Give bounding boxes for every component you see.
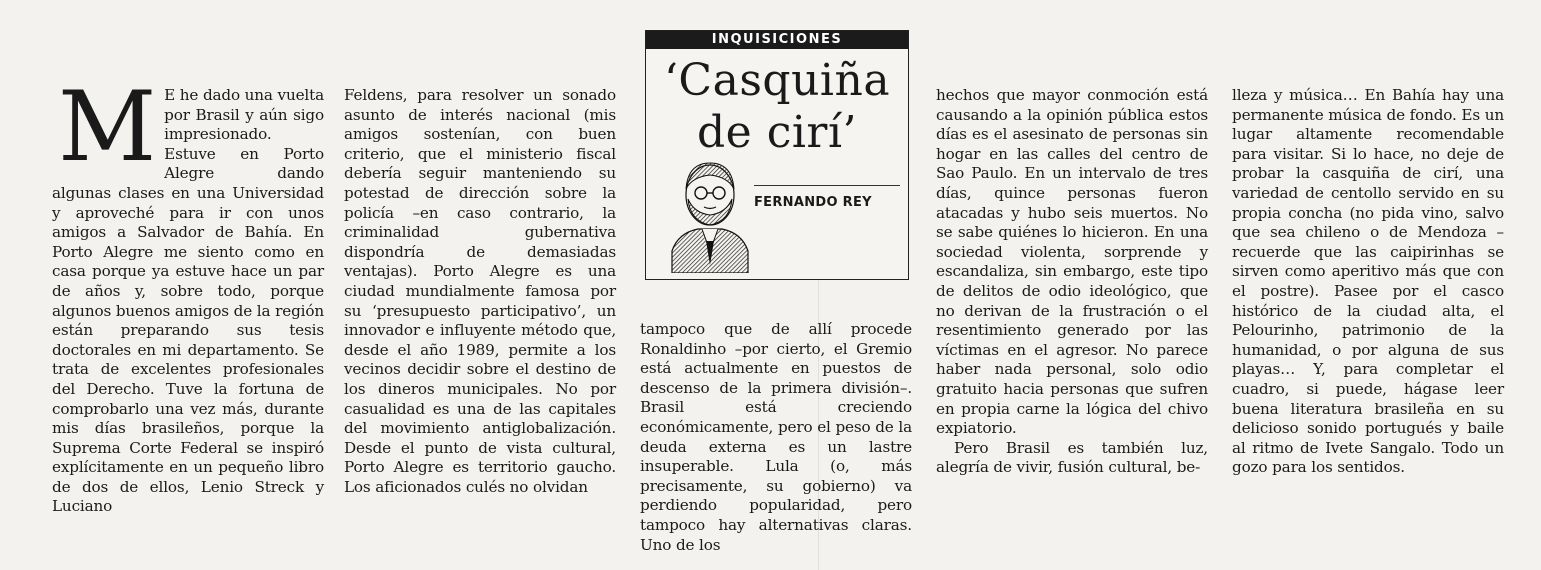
- author-rule: [754, 185, 900, 186]
- column-4-paragraph-1: hechos que mayor conmoción está causando a la opinión pública estos días es el asesinato de personas sin hogar en las calles del centro de Sao Paulo. En un intervalo de tres días, quince personas fueron atacadas y hubo seis muertos. No se sabe quiénes lo hicieron. En una sociedad violenta, sorprende y escandaliza, sin embargo, este tipo de delitos de odio ideológico, que no derivan de la frustración o el resentimiento generado por las víctimas en el agresor. No parece haber nada personal, solo odio gratuito hacia personas que sufren en propia carne la lógica del chivo expiatorio.: [936, 86, 1208, 438]
- column-header: [645, 30, 909, 280]
- column-5-text: lleza y música… En Bahía hay una permanente música de fondo. Es un lugar altamente recomendable para visitar. Si lo hace, no deje de probar la casquiña de cirí, una variedad de centollo servido en su propia concha (no pida vino, salvo que sea chileno o de Mendoza –recuerde que las caipirinhas se sirven como aperitivo más que con el postre). Pasee por el casco histórico de la ciudad alta, el Pelourinho, patrimonio de la humanidad, o por alguna de sus playas… Y, para completar el cuadro, si puede, hágase leer buena literatura brasileña en su delicioso sonido portugués y baile al ritmo de Ivete Sangalo. Todo un gozo para los sentidos.: [1232, 86, 1504, 477]
- article-column-4: [936, 86, 1208, 478]
- article-column-5: [1232, 86, 1504, 478]
- column-4-paragraph-2: Pero Brasil es también luz, alegría de vivir, fusión cultural, be-: [936, 438, 1208, 477]
- column-1-text: E he dado una vuelta por Brasil y aún sigo impresionado. Estuve en Porto Alegre dando algunas clases en una Universidad y aproveché para ir con unos amigos a Salvador de Bahía. En Porto Alegre me siento como en casa porque ya estuve hace un par de años y, sobre todo, porque algunos buenos amigos de la región están preparando sus tesis doctorales en mi departamento. Se trata de excelentes profesionales del Derecho. Tuve la fortuna de comprobarlo una vez más, durante mis días brasileños, porque la Suprema Corte Federal se inspiró explícitamente en un pequeño libro de dos de ellos, Lenio Streck y Luciano: [52, 86, 324, 516]
- article-title: [646, 55, 908, 159]
- author-name: FERNANDO REY: [754, 195, 872, 210]
- column-3-text: tampoco que de allí procede Ronaldinho –por cierto, el Gremio está actualmente en puestos de descenso de la primera división–. Brasil está creciendo económicamente, pero el peso de la deuda externa es un lastre insuperable. Lula (o, más precisamente, su gobierno) va perdiendo popularidad, pero tampoco hay alternativas claras. Uno de los: [640, 320, 912, 554]
- article-column-2: [344, 86, 616, 497]
- title-line-2: de cirí’: [697, 107, 857, 158]
- title-line-1: ‘Casquiña: [663, 55, 891, 106]
- section-label: INQUISICIONES: [646, 31, 908, 49]
- author-portrait-icon: [668, 155, 752, 273]
- article-column-1: [52, 71, 324, 517]
- drop-cap: M: [58, 71, 157, 183]
- article-column-3: [640, 320, 912, 555]
- column-2-text: Feldens, para resolver un sonado asunto de interés nacional (mis amigos sostenían, con buen criterio, que el ministerio fiscal debería seguir manteniendo su potestad de dirección sobre la policía –en caso contrario, la criminalidad gubernativa dispondría de demasiadas ventajas). Porto Alegre es una ciudad mundialmente famosa por su ‘presupuesto participativo’, un innovador e influyente método que, desde el año 1989, permite a los vecinos decidir sobre el destino de los dineros municipales. No por casualidad es una de las capitales del movimiento antiglobalización. Desde el punto de vista cultural, Porto Alegre es territorio gaucho. Los aficionados culés no olvidan: [344, 86, 616, 496]
